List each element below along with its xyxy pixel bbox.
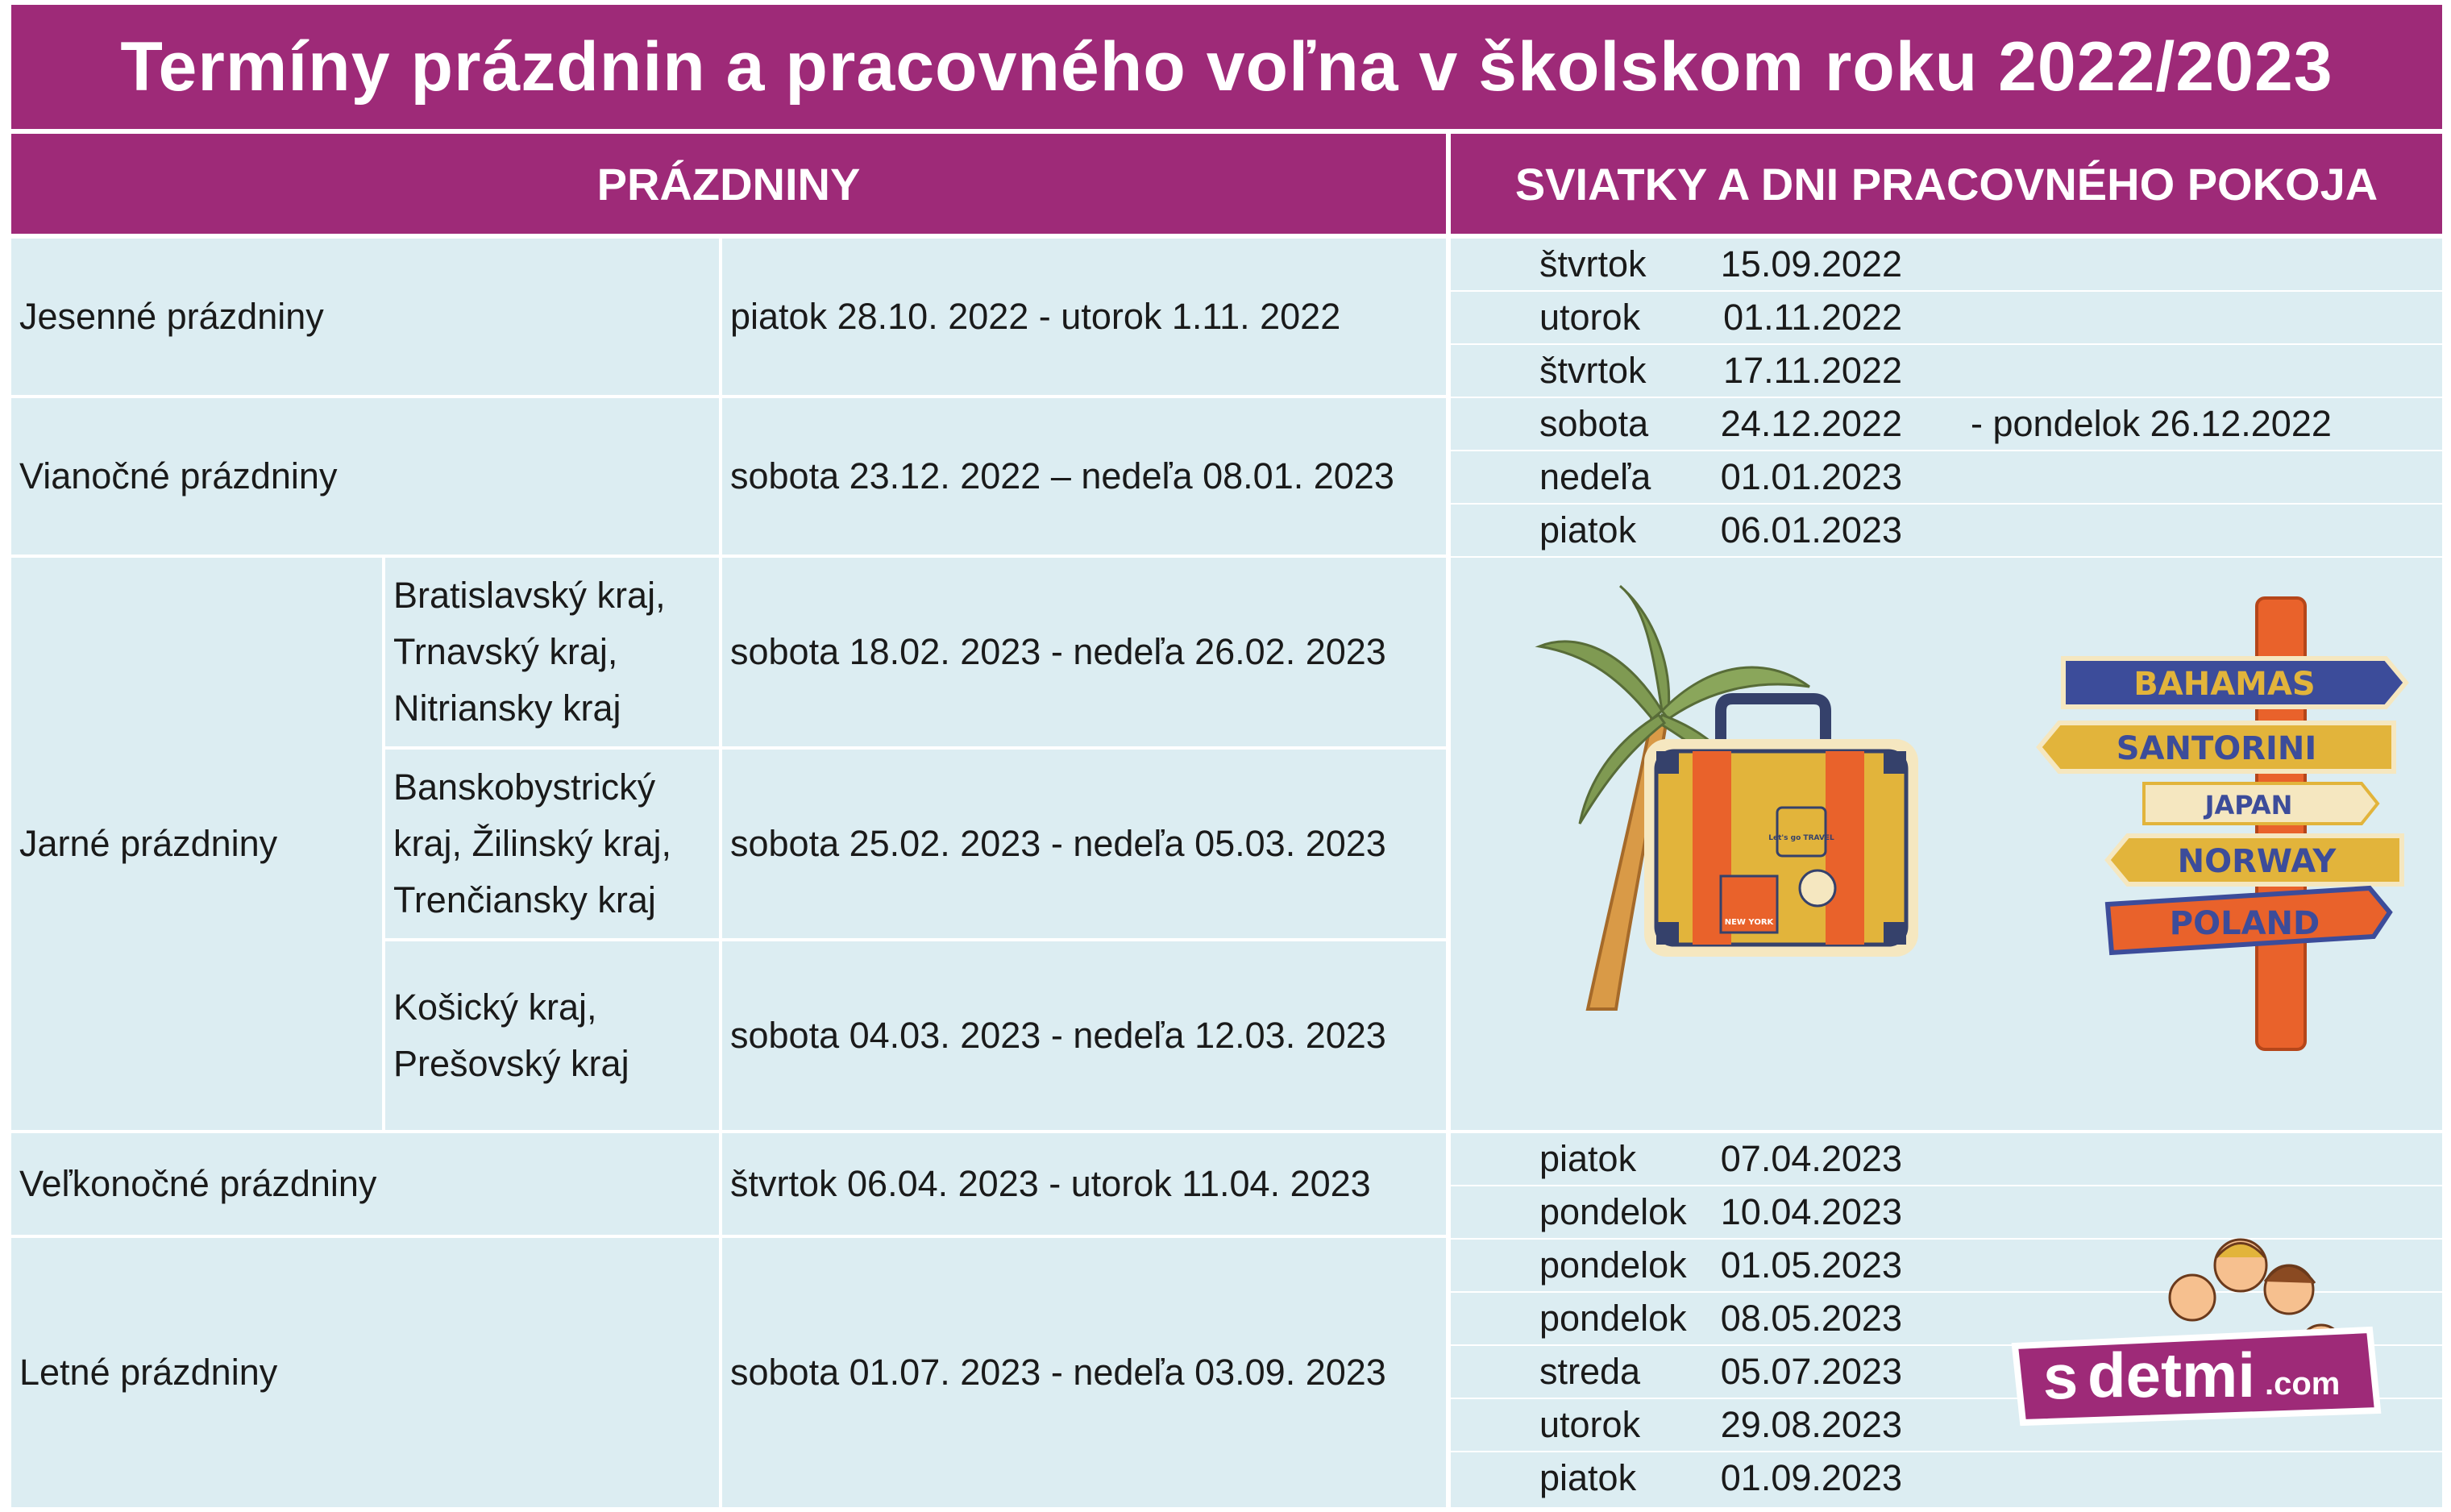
travel-illustration (1451, 558, 2442, 1130)
holiday-row (1451, 239, 2442, 290)
spring-region-1 (385, 558, 719, 746)
signpost-icon (2039, 598, 2406, 1049)
region-line: Prešovský kraj (393, 1043, 629, 1084)
holiday-day: piatok (1539, 1457, 1637, 1498)
vacation-name-summer: Letné prázdniny (11, 1238, 719, 1507)
region-line: Košický kraj, (393, 987, 597, 1028)
vacation-dates-easter: štvrtok 06.04. 2023 - utorok 11.04. 2023 (722, 1133, 1446, 1235)
vacation-name-spring: Jarné prázdniny (11, 558, 382, 1130)
holiday-row (1451, 451, 2442, 503)
holiday-row (1451, 292, 2442, 343)
holiday-row (1451, 398, 2442, 450)
holiday-date: 24.12.2022 (1720, 403, 1902, 444)
holiday-date: 17.11.2022 (1723, 350, 1902, 391)
travel-illustration-svg (1451, 558, 2442, 1130)
sign-norway: NORWAY (2177, 843, 2337, 880)
logo-s: s (2043, 1341, 2079, 1412)
holiday-date: 06.01.2023 (1720, 509, 1902, 550)
sign-santorini: SANTORINI (2116, 730, 2317, 767)
holiday-day: piatok (1539, 509, 1637, 550)
holiday-date: 15.09.2022 (1720, 243, 1902, 285)
holiday-date: 01.09.2023 (1720, 1457, 1902, 1498)
page-title: Termíny prázdnin a pracovného voľna v školskom roku 2022/2023 (11, 5, 2442, 129)
holiday-date: 05.07.2023 (1720, 1351, 1902, 1392)
region-line: Nitriansky kraj (393, 687, 621, 729)
sign-poland: POLAND (2169, 905, 2320, 942)
holiday-date: 08.05.2023 (1720, 1298, 1902, 1339)
holiday-day: pondelok (1539, 1244, 1687, 1286)
vacation-dates-christmas: sobota 23.12. 2022 – nedeľa 08.01. 2023 (722, 398, 1446, 555)
holiday-note: - pondelok 26.12.2022 (1971, 403, 2332, 444)
region-line: Trnavský kraj, (393, 631, 618, 672)
holiday-day: pondelok (1539, 1191, 1687, 1232)
vacation-dates-autumn: piatok 28.10. 2022 - utorok 1.11. 2022 (722, 239, 1446, 395)
region-line: kraj, Žilinský kraj, (393, 823, 672, 864)
holiday-date: 10.04.2023 (1720, 1191, 1902, 1232)
holiday-day: štvrtok (1539, 350, 1647, 391)
holiday-day: utorok (1539, 1404, 1641, 1445)
holiday-day: piatok (1539, 1138, 1637, 1179)
logo-com: .com (2265, 1366, 2341, 1402)
holiday-row (1451, 345, 2442, 397)
holiday-date: 01.05.2023 (1720, 1244, 1902, 1286)
holiday-date: 01.11.2022 (1723, 297, 1902, 338)
holiday-day: streda (1539, 1351, 1641, 1392)
spring-region-3 (385, 941, 719, 1130)
spring-dates-1: sobota 18.02. 2023 - nedeľa 26.02. 2023 (722, 558, 1446, 746)
region-line: Bratislavský kraj, (393, 575, 666, 616)
holiday-day: štvrtok (1539, 243, 1647, 285)
vacation-dates-summer: sobota 01.07. 2023 - nedeľa 03.09. 2023 (722, 1238, 1446, 1507)
spring-dates-2: sobota 25.02. 2023 - nedeľa 05.03. 2023 (722, 750, 1446, 938)
holiday-day: nedeľa (1539, 456, 1651, 497)
spring-region-2 (385, 750, 719, 938)
spring-dates-3: sobota 04.03. 2023 - nedeľa 12.03. 2023 (722, 941, 1446, 1130)
vacation-name-easter: Veľkonočné prázdniny (11, 1133, 719, 1235)
vacations-header: PRÁZDNINY (11, 134, 1446, 234)
holidays-header: SVIATKY A DNI PRACOVNÉHO POKOJA (1451, 134, 2442, 234)
region-line: Banskobystrický (393, 766, 656, 808)
sdetmi-logo (1999, 1225, 2394, 1427)
vacation-name-autumn: Jesenné prázdniny (11, 239, 719, 395)
sign-japan: JAPAN (2204, 790, 2293, 820)
region-line: Trenčiansky kraj (393, 879, 656, 920)
sticker-lets-go-travel: Let's go TRAVEL (1768, 834, 1834, 842)
holiday-date: 07.04.2023 (1720, 1138, 1902, 1179)
kids-logo-icon (1999, 1225, 2394, 1427)
holiday-day: sobota (1539, 403, 1649, 444)
holiday-date: 01.01.2023 (1720, 456, 1902, 497)
holiday-row (1451, 1133, 2442, 1185)
sign-bahamas: BAHAMAS (2133, 666, 2316, 703)
vacation-name-christmas: Vianočné prázdniny (11, 398, 719, 555)
holiday-row (1451, 505, 2442, 556)
holiday-date: 29.08.2023 (1720, 1404, 1902, 1445)
logo-detmi: detmi (2088, 1340, 2256, 1410)
holiday-day: pondelok (1539, 1298, 1687, 1339)
holiday-day: utorok (1539, 297, 1641, 338)
sticker-new-york: NEW YORK (1724, 918, 1774, 927)
holiday-row (1451, 1452, 2442, 1507)
